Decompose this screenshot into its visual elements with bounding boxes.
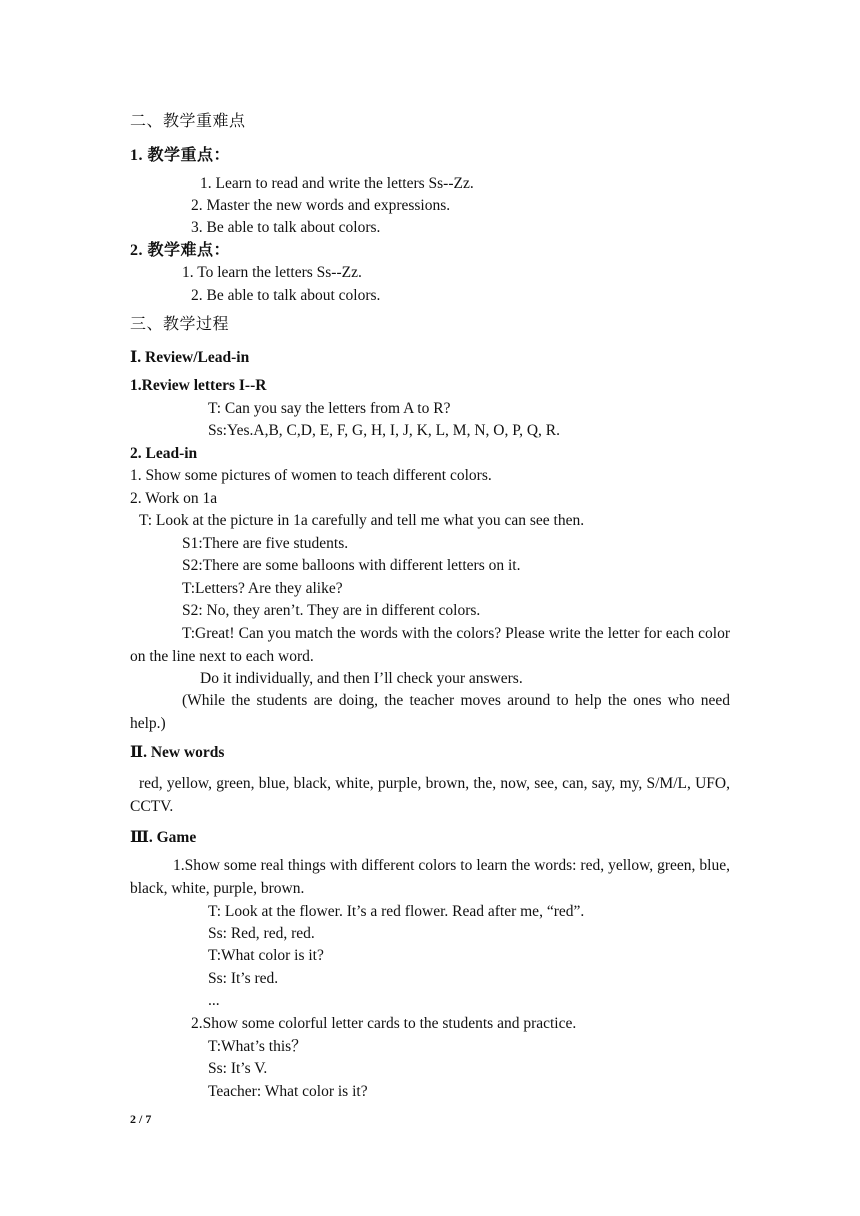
review-line: Ss:Yes.A,B, C,D, E, F, G, H, I, J, K, L, M, N, O, P, Q, R. <box>208 422 561 439</box>
key-point-item: 2. Master the new words and expressions. <box>191 197 451 214</box>
leadin-line: 1. Show some pictures of women to teach different colors. <box>130 467 492 484</box>
leadin-heading: 2. Lead-in <box>130 445 198 462</box>
leadin-line: 2. Work on 1a <box>130 490 218 507</box>
key-point-item: 1. Learn to read and write the letters Ss--Zz. <box>200 175 474 192</box>
dialog-line: T:What color is it? <box>208 947 324 964</box>
section-title-process: 三、教学过程 <box>130 316 230 333</box>
dialog-line: Ss: It’s red. <box>208 970 279 987</box>
dialog-line: Teacher: What color is it? <box>208 1083 368 1100</box>
leadin-line: S2: No, they aren’t. They are in different colors. <box>182 602 481 619</box>
review-line: T: Can you say the letters from A to R? <box>208 400 451 417</box>
part2-heading: Ⅱ. New words <box>130 744 225 761</box>
difficult-points-heading: 2. 教学难点： <box>130 242 231 259</box>
leadin-line: S2:There are some balloons with different letters on it. <box>182 557 521 574</box>
dialog-line: Ss: Red, red, red. <box>208 925 315 942</box>
game-intro-paragraph: 1.Show some real things with different colors to learn the words: red, yellow, green, blue, black, white, purple, brown. <box>130 857 730 897</box>
review-heading: 1.Review letters I--R <box>130 377 267 394</box>
section-title-key-points: 二、教学重难点 <box>130 113 246 130</box>
part3-heading: Ⅲ. Game <box>130 829 197 846</box>
difficult-point-item: 1. To learn the letters Ss--Zz. <box>182 264 362 281</box>
key-point-item: 3. Be able to talk about colors. <box>191 219 381 236</box>
dialog-line: ... <box>208 992 220 1009</box>
difficult-point-item: 2. Be able to talk about colors. <box>191 287 381 304</box>
individual-line: Do it individually, and then I’ll check your answers. <box>200 670 523 687</box>
dialog-line: Ss: It’s V. <box>208 1060 268 1077</box>
match-paragraph: T:Great! Can you match the words with the colors? Please write the letter for each color on the line next to each word. <box>130 625 730 665</box>
page-number: 2 / 7 <box>130 1112 152 1126</box>
key-points-heading: 1. 教学重点： <box>130 147 231 164</box>
teacher-note-paragraph: (While the students are doing, the teacher moves around to help the ones who need help.) <box>130 692 730 732</box>
leadin-line: T:Letters? Are they alike? <box>182 580 343 597</box>
dialog-line: T:What’s this？ <box>208 1038 307 1055</box>
game-step-two: 2.Show some colorful letter cards to the students and practice. <box>191 1015 577 1032</box>
leadin-line: S1:There are five students. <box>182 535 349 552</box>
part1-heading: Ⅰ. Review/Lead-in <box>130 349 250 366</box>
leadin-line: T: Look at the picture in 1a carefully and tell me what you can see then. <box>139 512 585 529</box>
new-words-paragraph: red, yellow, green, blue, black, white, purple, brown, the, now, see, can, say, my, S/M/L, UFO, CCTV. <box>130 775 730 815</box>
dialog-line: T: Look at the flower. It’s a red flower. Read after me, “red”. <box>208 903 585 920</box>
